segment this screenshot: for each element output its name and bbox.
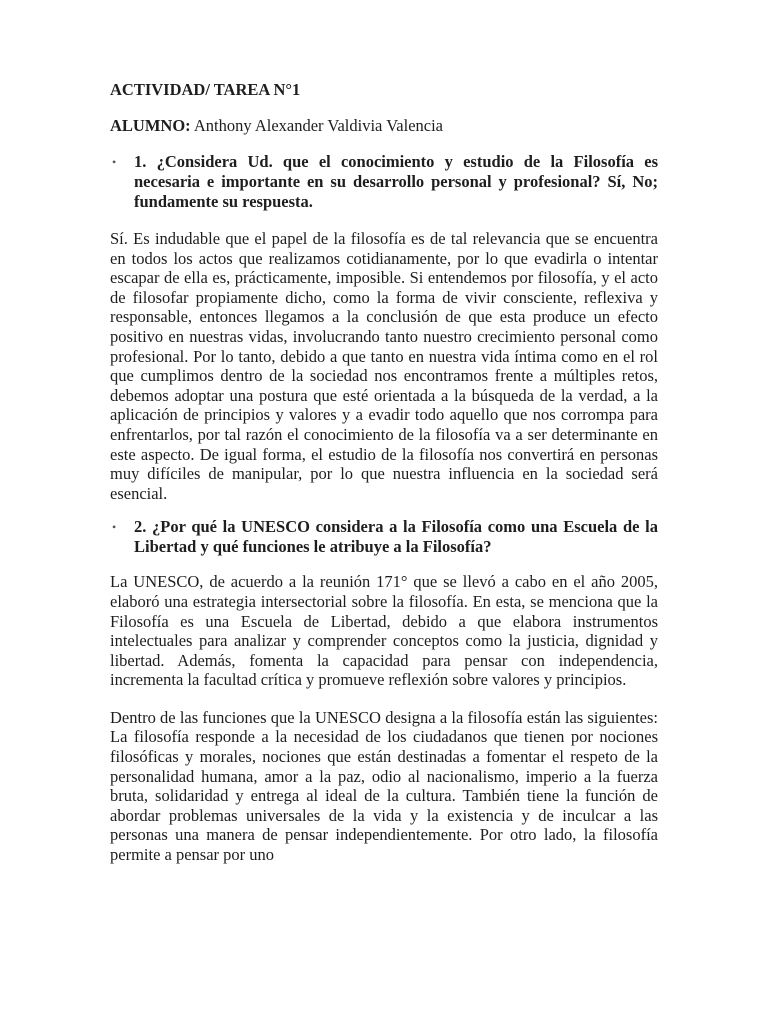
question-2-text: 2. ¿Por qué la UNESCO considera a la Filosofía como una Escuela de la Libertad y qué funciones le atribuye a la Filosofía? <box>134 517 658 557</box>
bullet-icon: • <box>112 520 117 535</box>
student-name: Anthony Alexander Valdivia Valencia <box>193 116 443 135</box>
student-label: ALUMNO: <box>110 116 191 135</box>
document-title: ACTIVIDAD/ TAREA N°1 <box>110 80 301 99</box>
bullet-icon: • <box>112 155 117 169</box>
answer-1: Sí. Es indudable que el papel de la filosofía es de tal relevancia que se encuentra en todos los actos que realizamos cotidianamente, por lo que evadirla o intentar escapar de ella es, prácticamente, imposible. Si entendemos por filosofía, y el acto de filosofar propiamente dicho, como la forma de vivir consciente, reflexiva y responsable, entonces llegamos a la conclusión de que esta produce un efecto positivo en nuestras vidas, involucrando tanto nuestro crecimiento personal como profesional. Por lo tanto, debido a que tanto en nuestra vida íntima como en el rol que cumplimos dentro de la sociedad nos encontramos frente a múltiples retos, debemos adoptar una postura que esté orientada a la búsqueda de la verdad, a la aplicación de principios y valores y a evadir todo aquello que nos corrompa para enfrentarlos, por tal razón el conocimiento de la filosofía va a ser determinante en este aspecto. De igual forma, el estudio de la filosofía nos convertirá en personas muy difíciles de manipular, por lo que nuestra influencia en la sociedad será esencial. <box>110 229 658 503</box>
answer-2-paragraph-2: Dentro de las funciones que la UNESCO designa a la filosofía están las siguientes: La filosofía responde a la necesidad de los ciudadanos que tienen por nociones filosóficas y morales, nociones que están destinadas a fomentar el respeto de la personalidad humana, amor a la paz, odio al nacionalismo, imperio a la fuerza bruta, solidaridad y entrega al ideal de la cultura. También tiene la función de abordar problemas universales de la vida y la existencia y de inculcar a las personas una manera de pensar independientemente. Por otro lado, la filosofía permite a pensar por uno <box>110 707 658 865</box>
question-1 <box>110 152 658 212</box>
question-1-text: 1. ¿Considera Ud. que el conocimiento y estudio de la Filosofía es necesaria e importante en su desarrollo personal y profesional? Sí, No; fundamente su respuesta. <box>134 152 658 211</box>
question-2 <box>110 517 658 557</box>
student-line <box>110 116 658 136</box>
document-page <box>110 80 658 865</box>
answer-2-paragraph-1: La UNESCO, de acuerdo a la reunión 171° que se llevó a cabo en el año 2005, elaboró una estrategia intersectorial sobre la filosofía. En esta, se menciona que la Filosofía es una Escuela de Libertad, debido a que elabora instrumentos intelectuales para analizar y comprender conceptos como la justicia, dignidad y libertad. Además, fomenta la capacidad para pensar con independencia, incrementa la facultad crítica y promueve reflexión sobre valores y principios. <box>110 572 658 690</box>
